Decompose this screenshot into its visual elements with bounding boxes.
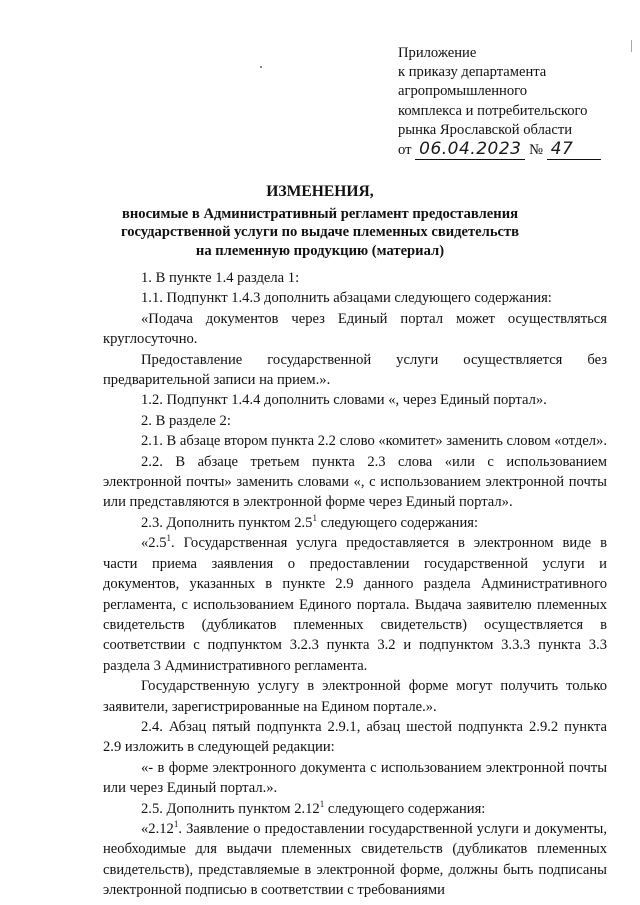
paragraph-text: «2.5 — [141, 535, 167, 552]
number-prefix: № — [529, 142, 544, 159]
paragraph: 1.1. Подпункт 1.4.3 дополнить абзацами следующего содержания: — [141, 290, 552, 307]
paragraph-text: . Заявление о предоставлении государственной услуги и документы, необходимые для выдачи племенных свидетельств (дубликатов племенных свидетельств), представляемые в электронной форме, должны быть подписаны электронной подписью в соответствии с требованиями — [103, 820, 607, 899]
order-date-number — [398, 140, 628, 160]
paragraph: 2. В разделе 2: — [141, 412, 231, 429]
paragraph: 2.1. В абзаце втором пункта 2.2 слово «комитет» заменить словом «отдел». — [141, 433, 608, 450]
paragraph-text: . Государственная услуга предоставляется в электронном виде в части приема заявления о предоставлении государственной услуги и документов, указанных в пункте 2.9 данного раздела Административного регламента, с использованием Единого портала. Выдача заявителю племенных свидетельств (дубликатов племенных свидетельств) осуществляется в соответствии с подпунктом 3.2.3 пункта 3.2 и подпунктом 3.3.3 пункта 3.3 раздела 3 Административного регламента. — [103, 535, 607, 674]
order-date-field — [415, 140, 525, 160]
paragraph: 1.2. Подпункт 1.4.4 дополнить словами «, через Единый портал». — [141, 392, 547, 409]
appendix-line: к приказу департамента — [398, 64, 547, 81]
document-title: ИЗМЕНЕНИЯ, — [266, 183, 374, 200]
appendix-line: рынка Ярославской области — [398, 121, 573, 138]
order-date: 06.04.2023 — [419, 139, 522, 160]
paragraph-text: «2.12 — [141, 820, 174, 837]
paragraph-text: 2.3. Дополнить пунктом 2.5 — [141, 514, 313, 531]
paragraph-text: следующего содержания: — [324, 800, 486, 817]
paragraph — [103, 819, 607, 901]
superscript: 1 — [166, 533, 172, 544]
paragraph: 2.4. Абзац пятый подпункта 2.9.1, абзац шестой подпункта 2.9.2 пункта 2.9 изложить в следующей редакции: — [103, 718, 607, 756]
appendix-line: агропромышленного — [398, 83, 528, 100]
date-prefix: от — [398, 142, 412, 159]
appendix-line: Приложение — [398, 45, 477, 61]
appendix-line: комплекса и потребительского — [398, 102, 588, 119]
order-number: 47 — [550, 139, 574, 160]
paragraph-text: следующего содержания: — [316, 514, 479, 531]
superscript: 1 — [173, 819, 179, 830]
superscript: 1 — [312, 513, 317, 524]
paragraph — [103, 513, 607, 533]
paragraph: Государственную услугу в электронной форме могут получить только заявители, зарегистрированные на Едином портале.». — [103, 678, 607, 715]
document-body — [103, 268, 607, 901]
paragraph: 2.2. В абзаце третьем пункта 2.3 слова «или с использованием электронной почты» заменить словами «, с использованием электронной почты или представляются в электронной форме через Единый портал». — [103, 453, 607, 511]
document-heading — [0, 183, 640, 260]
paragraph: «Подача документов через Единый портал может осуществляться круглосуточно. — [103, 310, 607, 348]
scan-edge-mark — [631, 40, 632, 52]
appendix-block — [398, 44, 628, 160]
paragraph: «- в форме электронного документа с использованием электронной почты или через Единый портал.». — [103, 759, 607, 797]
superscript: 1 — [319, 798, 325, 809]
paragraph: Предоставление государственной услуги осуществляется без предварительной записи на прием.». — [103, 351, 607, 389]
scan-speck — [260, 66, 262, 68]
heading-line: государственной услуги по выдаче племенных свидетельств — [120, 224, 520, 241]
paragraph — [103, 799, 607, 819]
paragraph — [103, 533, 607, 676]
order-number-field — [547, 140, 601, 160]
paragraph-text: 2.5. Дополнить пунктом 2.12 — [141, 800, 320, 817]
heading-line: на племенную продукцию (материал) — [195, 242, 445, 259]
heading-line: вносимые в Административный регламент предоставления — [121, 205, 518, 222]
paragraph: 1. В пункте 1.4 раздела 1: — [141, 270, 300, 286]
